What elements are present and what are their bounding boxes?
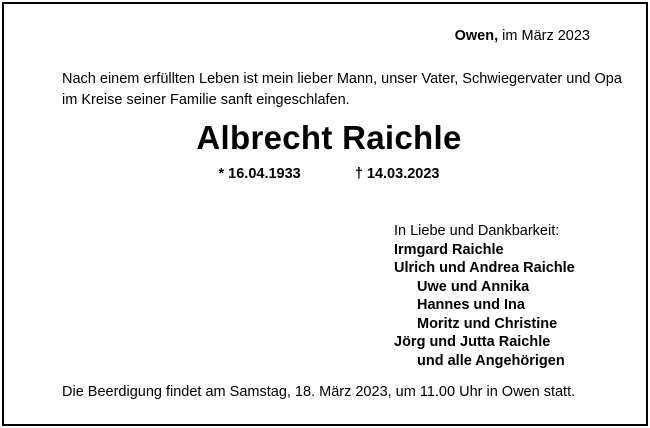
life-dates xyxy=(4,166,650,182)
intro-line: Nach einem erfüllten Leben ist mein lieber Mann, unser Vater, Schwiegervater und Opa xyxy=(62,71,622,87)
intro-line: im Kreise seiner Familie sanft eingeschlafen. xyxy=(62,92,350,108)
mourner-line: Hannes und Ina xyxy=(417,297,525,313)
mourners-list xyxy=(394,222,575,370)
intro-text xyxy=(62,69,622,111)
mourner-line: Moritz und Christine xyxy=(417,315,558,332)
mourner-line: Ulrich und Andrea Raichle xyxy=(394,260,575,276)
place: Owen, xyxy=(454,28,499,44)
mourner-line: Jörg und Jutta Raichle xyxy=(394,334,551,350)
mourner-line: Uwe und Annika xyxy=(417,278,530,295)
deceased-name: Albrecht Raichle xyxy=(196,119,462,156)
mourner-line: und alle Angehörigen xyxy=(417,352,565,369)
funeral-notice: Die Beerdigung findet am Samstag, 18. März 2023, um 11.00 Uhr in Owen statt. xyxy=(62,384,576,400)
mourners-lead: In Liebe und Dankbarkeit: xyxy=(394,223,560,239)
birth-date: * 16.04.1933 xyxy=(218,166,301,182)
place-date-line xyxy=(455,28,590,44)
death-date: † 14.03.2023 xyxy=(354,166,440,182)
obituary-notice xyxy=(2,2,648,426)
mourner-line: Irmgard Raichle xyxy=(394,241,504,258)
date-text: im März 2023 xyxy=(502,28,590,44)
